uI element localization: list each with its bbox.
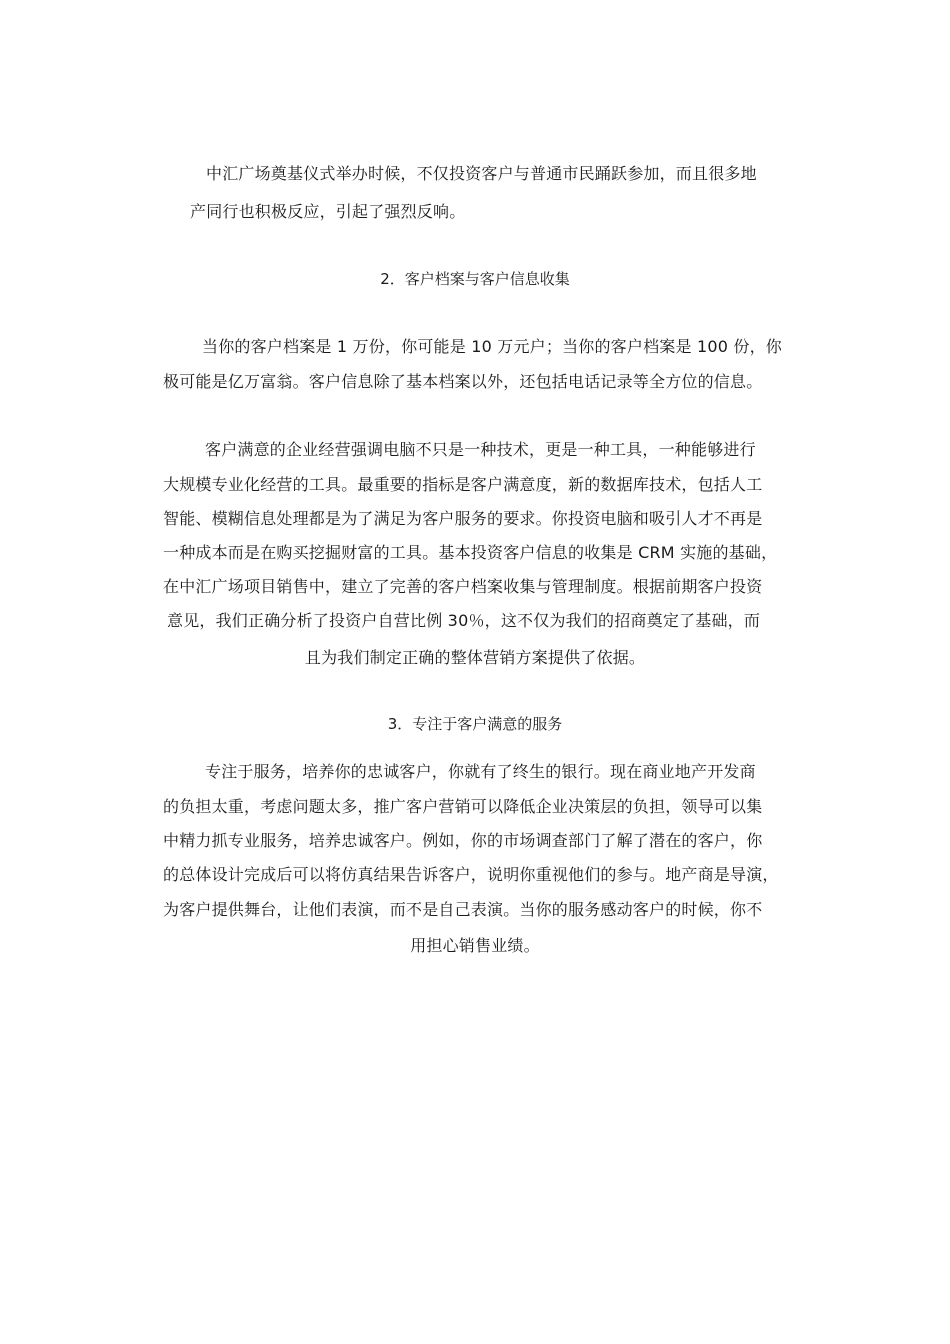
section-heading-3: 3．专注于客户满意的服务	[387, 715, 563, 733]
paragraph-3-line-4: 一种成本而是在购买挖掘财富的工具。基本投资客户信息的收集是 CRM 实施的基础，	[163, 543, 778, 562]
paragraph-3-line-7: 且为我们制定正确的整体营销方案提供了依据。	[304, 648, 646, 667]
paragraph-1-line-2: 产同行也积极反应，引起了强烈反响。	[190, 202, 466, 221]
paragraph-4-line-4: 的总体设计完成后可以将仿真结果告诉客户，说明你重视他们的参与。地产商是导演，	[163, 865, 779, 884]
paragraph-1-line-1: 中汇广场奠基仪式举办时候，不仅投资客户与普通市民踊跃参加，而且很多地	[206, 164, 757, 183]
paragraph-2-line-2: 极可能是亿万富翁。客户信息除了基本档案以外，还包括电话记录等全方位的信息。	[163, 372, 763, 391]
paragraph-4-line-5: 为客户提供舞台，让他们表演，而不是自己表演。当你的服务感动客户的时候，你不	[163, 900, 763, 919]
paragraph-4-line-1: 专注于服务，培养你的忠诚客户，你就有了终生的银行。现在商业地产开发商	[205, 762, 756, 781]
paragraph-2-line-1: 当你的客户档案是 1 万份，你可能是 10 万元户；当你的客户档案是 100 份，你	[202, 337, 782, 356]
paragraph-4-line-2: 的负担太重，考虑问题太多，推广客户营销可以降低企业决策层的负担，领导可以集	[163, 797, 763, 816]
paragraph-3-line-3: 智能、模糊信息处理都是为了满足为客户服务的要求。你投资电脑和吸引人才不再是	[163, 509, 763, 528]
paragraph-3-line-2: 大规模专业化经营的工具。最重要的指标是客户满意度，新的数据库技术，包括人工	[163, 475, 763, 494]
section-heading-2: 2．客户档案与客户信息收集	[380, 270, 570, 288]
paragraph-4-line-6: 用担心销售业绩。	[410, 936, 540, 955]
paragraph-3-line-1: 客户满意的企业经营强调电脑不只是一种技术，更是一种工具，一种能够进行	[205, 440, 756, 459]
paragraph-3-line-6: 意见，我们正确分析了投资户自营比例 30％，这不仅为我们的招商奠定了基础，而	[167, 611, 761, 630]
paragraph-3-line-5: 在中汇广场项目销售中，建立了完善的客户档案收集与管理制度。根据前期客户投资	[163, 577, 763, 596]
paragraph-4-line-3: 中精力抓专业服务，培养忠诚客户。例如，你的市场调查部门了解了潜在的客户，你	[163, 831, 763, 850]
